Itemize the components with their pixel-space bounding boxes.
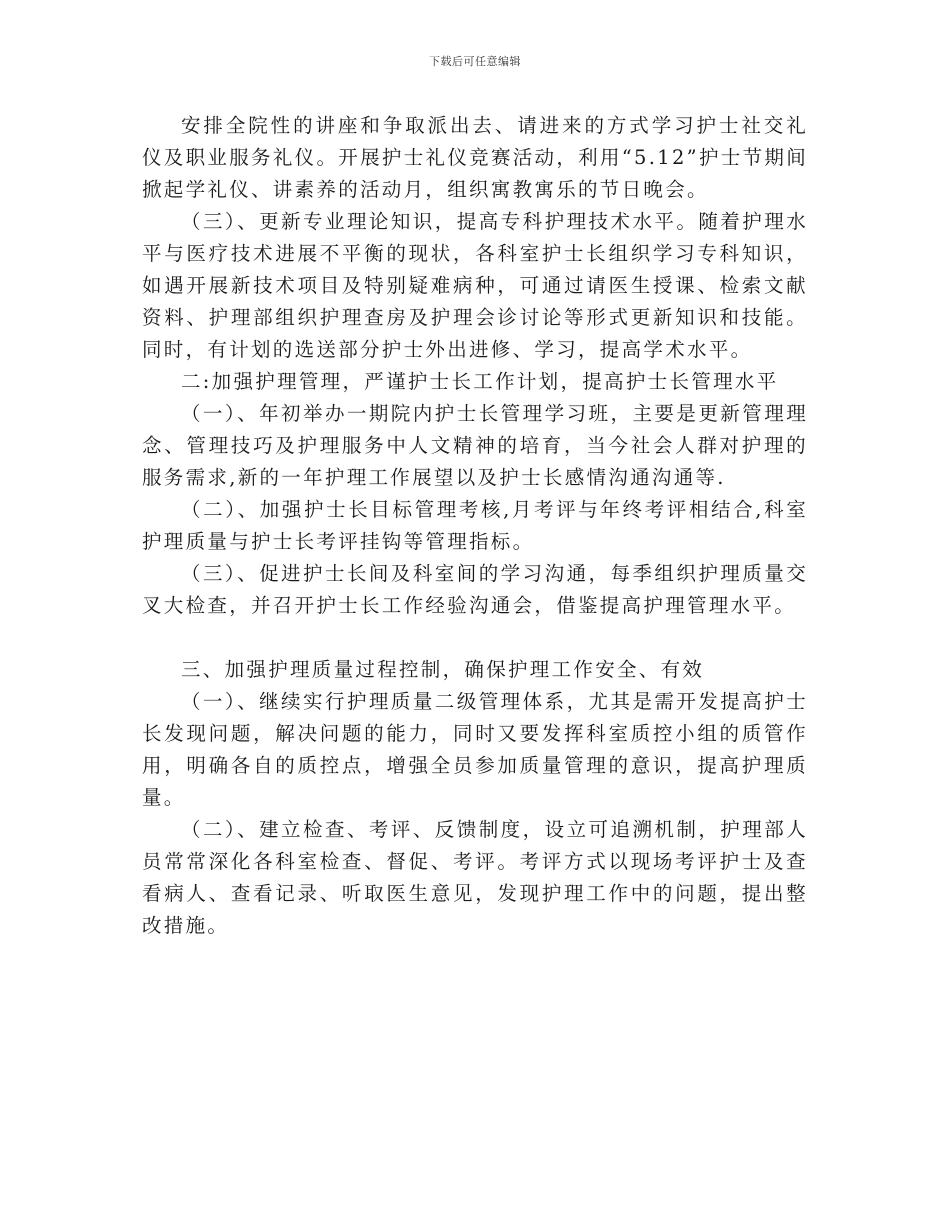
- paragraph-communication: （三）、促进护士长间及科室间的学习沟通，每季组织护理质量交叉大检查，并召开护士长工作经验沟通会，借鉴提高护理管理水平。: [142, 562, 808, 617]
- paragraph-quality-system: （一）、继续实行护理质量二级管理体系，尤其是需开发提高护士长发现问题，解决问题的能力，同时又要发挥科室质控小组的质管作用，明确各自的质控点，增强全员参加质量管理的意识，提高护理质量。: [142, 690, 808, 809]
- paragraph-inspection-feedback: （二）、建立检查、考评、反馈制度，设立可追溯机制，护理部人员常常深化各科室检查、督促、考评。考评方式以现场考评护士及查看病人、查看记录、听取医生意见，发现护理工作中的问题，提出整改措施。: [142, 818, 808, 937]
- paragraph-management-class: （一）、年初举办一期院内护士长管理学习班，主要是更新管理理念、管理技巧及护理服务中人文精神的培育，当今社会人群对护理的服务需求,新的一年护理工作展望以及护士长感情沟通沟通等.: [142, 402, 808, 489]
- section-heading-quality-control: 三、加强护理质量过程控制，确保护理工作安全、有效: [181, 658, 705, 681]
- section-heading-management: 二:加强护理管理，严谨护士长工作计划，提高护士长管理水平: [181, 370, 779, 393]
- paragraph-etiquette-training: 安排全院性的讲座和争取派出去、请进来的方式学习护士社交礼仪及职业服务礼仪。开展护士礼仪竞赛活动，利用“5.12”护士节期间掀起学礼仪、讲素养的活动月，组织寓教寓乐的节日晚会。: [142, 114, 808, 201]
- paragraph-target-assessment: （二）、加强护士长目标管理考核,月考评与年终考评相结合,科室护理质量与护士长考评挂钩等管理指标。: [142, 498, 808, 553]
- paragraph-gap: [142, 622, 808, 654]
- document-body: [142, 110, 808, 942]
- paragraph-update-knowledge: （三）、更新专业理论知识，提高专科护理技术水平。随着护理水平与医疗技术进展不平衡的现状，各科室护士长组织学习专科知识，如遇开展新技术项目及特别疑难病种，可通过请医生授课、检索文献资料、护理部组织护理查房及护理会诊讨论等形式更新知识和技能。同时，有计划的选送部分护士外出进修、学习，提高学术水平。: [142, 210, 808, 361]
- page-header: 下载后可任意编辑: [429, 55, 521, 68]
